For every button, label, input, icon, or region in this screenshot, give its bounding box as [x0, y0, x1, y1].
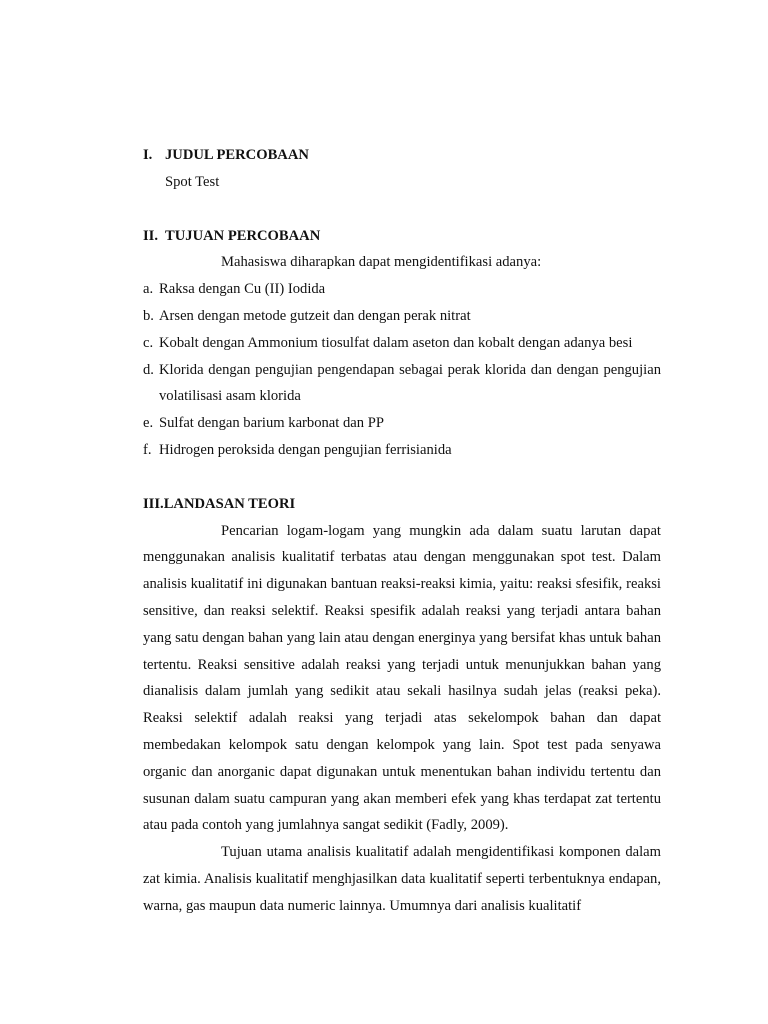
- spacer: [143, 464, 661, 491]
- section-3-title: LANDASAN TEORI: [163, 495, 296, 512]
- list-item: [143, 330, 661, 357]
- list-item: [143, 303, 661, 330]
- list-marker: b.: [143, 307, 154, 324]
- section-1-content: Spot Test: [165, 173, 220, 190]
- document-page: [143, 142, 661, 920]
- list-marker: e.: [143, 415, 154, 432]
- section-3-paragraph: Pencarian logam-logam yang mungkin ada dalam suatu larutan dapat menggunakan analisis kualitatif terbatas atau dengan menggunakan spot test. Dalam analisis kualitatif ini digunakan bantuan reaksi-reaksi kimia, yaitu: reaksi sfesifik, reaksi sensitive, dan reaksi selektif. Reaksi spesifik adalah reaksi yang terjadi antara bahan yang satu dengan bahan yang lain atau dengan energinya yang bersifat khas untuk bahan tertentu. Reaksi sensitive adalah reaksi yang terjadi untuk menunjukkan bahan yang dianalisis dalam jumlah yang sedikit atau sekali hasilnya sudah jelas (reaksi peka). Reaksi selektif adalah reaksi yang terjadi atas sekelompok bahan dan dapat membedakan kelompok satu dengan kelompok yang lain. Spot test pada senyawa organic dan anorganic dapat digunakan untuk menentukan bahan individu tertentu dan susunan dalam suatu campuran yang akan memberi efek yang khas terdapat zat tertentu atau pada contoh yang jumlahnya sangat sedikit (Fadly, 2009).: [143, 522, 661, 834]
- list-item: [143, 276, 661, 303]
- list-item: [143, 410, 661, 437]
- section-3-number: III.: [143, 495, 164, 512]
- list-marker: a.: [143, 281, 154, 298]
- section-2-number: II.: [143, 227, 159, 244]
- section-2-title: TUJUAN PERCOBAAN: [165, 227, 321, 244]
- list-item: [143, 437, 661, 464]
- list-item-text: Kobalt dengan Ammonium tiosulfat dalam aseton dan kobalt dengan adanya besi: [159, 334, 633, 351]
- objectives-list: [143, 276, 661, 464]
- list-marker: f.: [143, 441, 152, 458]
- list-marker: c.: [143, 334, 154, 351]
- list-item-text: Arsen dengan metode gutzeit dan dengan perak nitrat: [159, 307, 471, 324]
- list-item-text: Klorida dengan pengujian pengendapan sebagai perak klorida dan dengan pengujian volatilisasi asam klorida: [159, 361, 661, 405]
- section-1-number: I.: [143, 147, 153, 163]
- list-item-text: Sulfat dengan barium karbonat dan PP: [159, 415, 384, 432]
- section-2-heading: [143, 223, 661, 250]
- section-2-intro: Mahasiswa diharapkan dapat mengidentifikasi adanya:: [221, 254, 542, 271]
- list-item: [143, 357, 661, 411]
- section-1-heading: [143, 142, 661, 169]
- section-3-heading: [143, 491, 661, 518]
- spacer: [143, 196, 661, 223]
- list-item-text: Hidrogen peroksida dengan pengujian ferrisianida: [159, 441, 452, 458]
- section-3-paragraph: Tujuan utama analisis kualitatif adalah mengidentifikasi komponen dalam zat kimia. Analisis kualitatif menghjasilkan data kualitatif seperti terbentuknya endapan, warna, gas maupun data numeric lainnya. Umumnya dari analisis kualitatif: [143, 844, 661, 914]
- list-item-text: Raksa dengan Cu (II) Iodida: [159, 281, 326, 298]
- section-1-title: JUDUL PERCOBAAN: [165, 147, 309, 163]
- list-marker: d.: [143, 361, 154, 378]
